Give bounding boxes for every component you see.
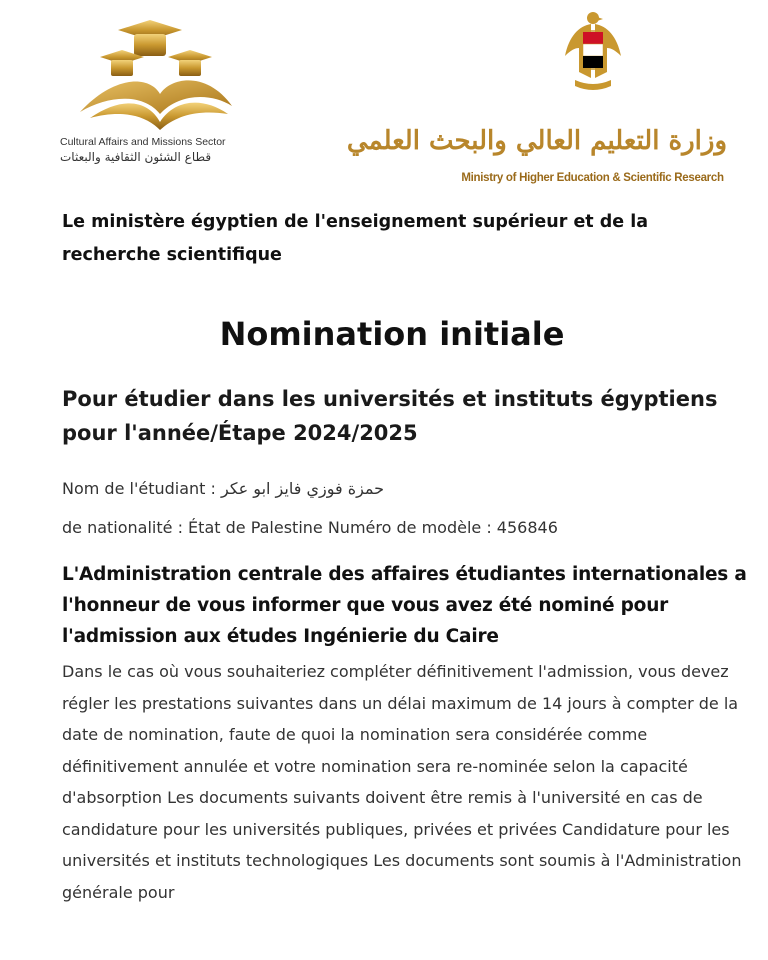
instructions-paragraph: Dans le cas où vous souhaiteriez compléter définitivement l'admission, vous devez régler les prestations suivantes dans un délai maximum de 14 jours à compter de la date de nomination, faute de quoi la nomination sera considérée comme définitivement annulée et votre nomination sera re-nominée selon la capacité d'absorption Les documents suivants doivent être remis à l'université en cas de candidature pour les universités publiques, privées et privées Candidature pour les universités et instituts technologiques Les documents sont soumis à l'Administration générale pour [62, 662, 742, 902]
document-subtitle: Pour étudier dans les universités et instituts égyptiens pour l'année/Étape 2024/2025 [62, 387, 718, 445]
sector-name-english: Cultural Affairs and Missions Sector [60, 136, 226, 148]
document-title: Nomination initiale [219, 315, 565, 353]
ministry-name-arabic: وزارة التعليم العالي والبحث العلمي [346, 126, 727, 156]
student-name-label: Nom de l'étudiant : [62, 479, 221, 498]
document-body [62, 206, 752, 908]
sector-name-arabic: قطاع الشئون الثقافية والبعثات [60, 150, 212, 164]
ministry-logo [346, 10, 730, 185]
egyptian-eagle-emblem-icon [563, 10, 623, 90]
student-name-value: حمزة فوزي فايز ابو عكر [221, 479, 385, 498]
nomination-announcement: L'Administration centrale des affaires étudiantes internationales a l'honneur de vous informer que vous avez été nominé pour l'admission aux études Ingénierie du Caire [62, 564, 747, 647]
nationality-line: de nationalité : État de Palestine Numéro de modèle : 456846 [62, 518, 558, 537]
ministry-name-french: Le ministère égyptien de l'enseignement supérieur et de la recherche scientifique [62, 212, 649, 265]
cultural-affairs-logo [60, 14, 260, 174]
graduation-caps-book-logo-icon [60, 14, 260, 136]
student-name-line [62, 476, 752, 502]
ministry-name-english: Ministry of Higher Education & Scientific Research [461, 172, 724, 184]
